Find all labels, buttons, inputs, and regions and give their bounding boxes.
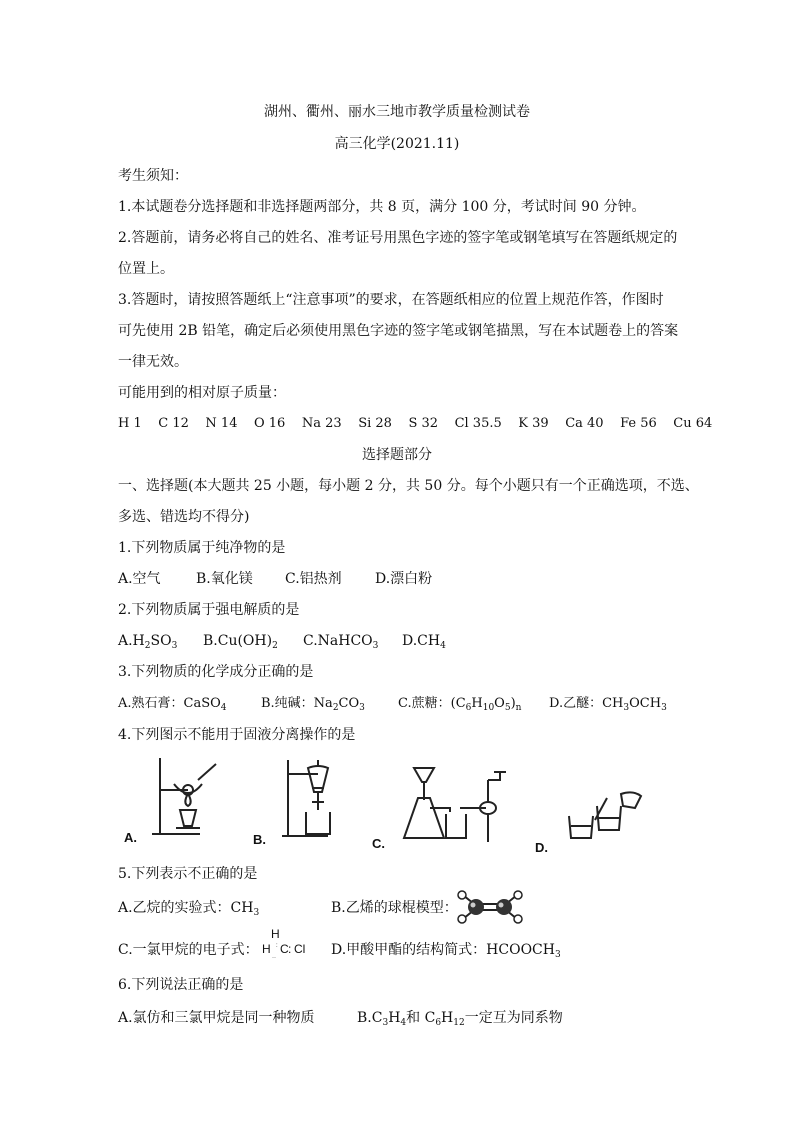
figure-d-label: D. [535,840,548,855]
notice-item-3a: 3.答题时，请按照答题纸上“注意事项”的要求，在答题纸相应的位置上规范作答，作图时 [118,292,664,308]
q2-stem: 2.下列物质属于强电解质的是 [118,602,300,618]
q5-stem: 5.下列表示不正确的是 [118,866,258,882]
figure-a-evaporation-apparatus [140,754,220,838]
notice-item-2b: 位置上。 [118,261,174,277]
electron-c: C [280,942,289,956]
q6-stem: 6.下列说法正确的是 [118,977,244,993]
atomic-mass-heading: 可能用到的相对原子质量： [118,385,286,401]
part1-line1: 一、选择题(本大题共 25 小题，每小题 2 分，共 50 分。每个小题只有一个正确选项，不选、 [118,478,699,494]
electron-dot-pair-right: : [288,942,292,956]
notice-item-2a: 2.答题前，请务必将自己的姓名、准考证号用黑色字迹的签字笔或钢笔填写在答题纸规定的 [118,230,678,246]
q2-option-c: C.NaHCO$_3$ [303,633,379,651]
figure-d-decanting-beakers [565,786,645,842]
electron-h-top: H [271,927,280,941]
q5-option-c: C.一氯甲烷的电子式： [118,942,259,958]
q6-option-a: A.氯仿和三氯甲烷是同一种物质 [118,1010,315,1026]
q2-option-b: $B.Cu(OH)_2$ [203,633,278,651]
q1-option-a: A.空气 [118,571,161,587]
electron-h-left: H [262,942,271,956]
figure-c-label: C. [372,836,385,851]
q1-option-b: B.氧化镁 [196,571,253,587]
electron-cl: Cl [294,942,306,956]
q4-stem: 4.下列图示不能用于固液分离操作的是 [118,727,356,743]
q6-option-b: $B.C_3H_4$和 $C_6H_{12}$一定互为同系物 [357,1010,563,1028]
figure-b-label: B. [253,832,266,847]
q1-stem: 1.下列物质属于纯净物的是 [118,540,286,556]
figure-b-separatory-funnel [278,758,348,838]
q5-option-a: A.乙烷的实验式：$CH_3$ [118,900,260,918]
q3-option-a: A.熟石膏：CaSO$_4$ [118,696,227,713]
q2-option-a: $A.H_2SO_3$ [118,633,178,651]
q5-option-b: B.乙烯的球棍模型： [331,900,458,916]
section-title: 选择题部分 [362,447,432,463]
chloromethane-electron-formula [262,928,324,968]
q3-option-c: C.蔗糖：$(C_6H_{10}O_5)_n$ [398,696,522,713]
q3-stem: 3.下列物质的化学成分正确的是 [118,664,314,680]
figure-c-suction-filtration [400,762,520,844]
notice-item-1: 1.本试题卷分选择题和非选择题两部分，共 8 页，满分 100 分，考试时间 90 分钟。 [118,199,646,215]
figure-a-label: A. [124,830,137,845]
q1-option-d: D.漂白粉 [375,571,433,587]
atomic-mass-values: H 1 C 12 N 14 O 16 Na 23 Si 28 S 32 Cl 35.5 K 39 Ca 40 Fe 56 Cu 64 [118,416,713,431]
notice-item-3c: 一律无效。 [118,354,188,370]
electron-dot-pair-left: : [276,943,278,949]
notice-item-3b: 可先使用 2B 铅笔，确定后必须使用黑色字迹的签字笔或钢笔描黑，写在本试题卷上的答案 [118,323,679,339]
part1-line2: 多选、错选均不得分) [118,509,250,525]
exam-title: 湖州、衢州、丽水三地市教学质量检测试卷 [264,104,530,120]
q5-option-d: D.甲酸甲酯的结构简式：$HCOOCH_3$ [331,942,561,960]
exam-subtitle: 高三化学(2021.11) [334,136,460,152]
notice-heading: 考生须知： [118,168,188,184]
q1-option-c: C.铝热剂 [285,571,342,587]
ethylene-ball-stick-model [456,890,524,924]
q3-option-d: D.乙醚：$CH_3OCH_3$ [549,696,667,713]
q2-option-d: $D.CH_4$ [402,633,446,651]
q3-option-b: B.纯碱：$Na_2CO_3$ [261,696,365,713]
electron-dot-bottom: ·· [272,955,276,961]
